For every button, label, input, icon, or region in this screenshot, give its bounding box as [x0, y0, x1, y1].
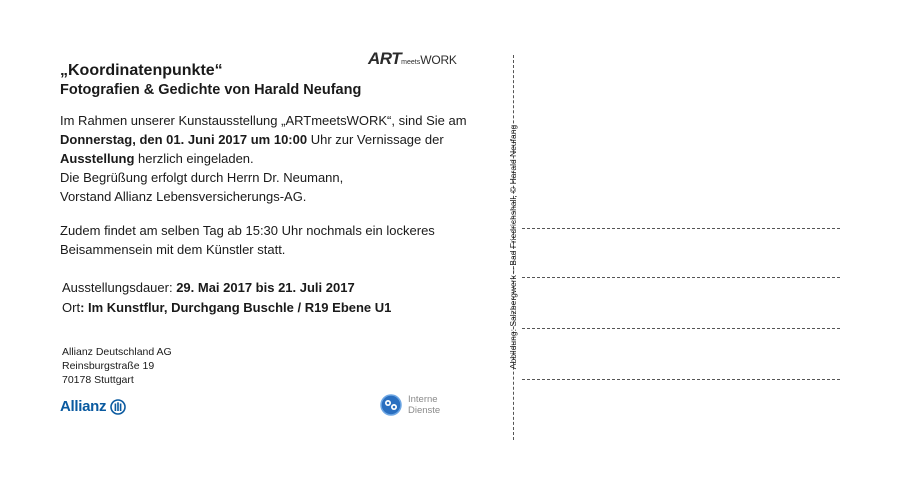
address-line [522, 328, 840, 329]
invitation-line: Ausstellung herzlich eingeladen. [60, 151, 254, 166]
address-city: 70178 Stuttgart [62, 374, 134, 386]
duration-line: Ausstellungsdauer: 29. Mai 2017 bis 21. Juli 2017 [62, 280, 355, 295]
duration-value: 29. Mai 2017 bis 21. Juli 2017 [176, 280, 355, 295]
image-credit: Abbildung: Salzbergwerk – Bad Friedrichshall, © Harald Neufang [508, 124, 518, 370]
followup-line: Beisammensein mit dem Künstler statt. [60, 242, 286, 257]
location-value: : Im Kunstflur, Durchgang Buschle / R19 Ebene U1 [80, 300, 392, 315]
allianz-wordmark: Allianz [60, 398, 107, 415]
art-meets-work-logo [368, 49, 457, 69]
interne-dienste-logo [380, 394, 440, 416]
exhibition-details [62, 278, 391, 318]
location-line: Ort: Im Kunstflur, Durchgang Buschle / R19 Ebene U1 [62, 300, 392, 315]
exhibition-subtitle: Fotografien & Gedichte von Harald Neufang [60, 82, 362, 98]
invitation-line: Im Rahmen unserer Kunstausstellung „ARTmeetsWORK“, sind Sie am [60, 113, 467, 128]
address-line [522, 379, 840, 380]
invitation-line: Vorstand Allianz Lebensversicherungs-AG. [60, 189, 307, 204]
followup-text [60, 221, 435, 259]
logo-work: WORK [420, 53, 457, 67]
followup-line: Zudem findet am selben Tag ab 15:30 Uhr nochmals ein lockeres [60, 223, 435, 238]
allianz-eagle-icon [110, 399, 126, 415]
logo-art: ART [368, 49, 402, 68]
invitation-text [60, 111, 467, 206]
interne-dienste-icon [380, 394, 402, 416]
invitation-line: Donnerstag, den 01. Juni 2017 um 10:00 Uhr zur Vernissage der [60, 132, 444, 147]
address-company: Allianz Deutschland AG [62, 346, 172, 358]
exhibition-title: „Koordinatenpunkte“ [60, 62, 223, 79]
interne-dienste-text: Interne Dienste [408, 394, 441, 416]
allianz-logo [60, 398, 126, 415]
address-line [522, 228, 840, 229]
sender-address [62, 345, 172, 387]
logo-meets: meets [401, 59, 421, 66]
event-date: Donnerstag, den 01. Juni 2017 um 10:00 [60, 132, 308, 147]
invitation-line: Die Begrüßung erfolgt durch Herrn Dr. Neumann, [60, 170, 344, 185]
address-street: Reinsburgstraße 19 [62, 360, 155, 372]
address-line [522, 277, 840, 278]
